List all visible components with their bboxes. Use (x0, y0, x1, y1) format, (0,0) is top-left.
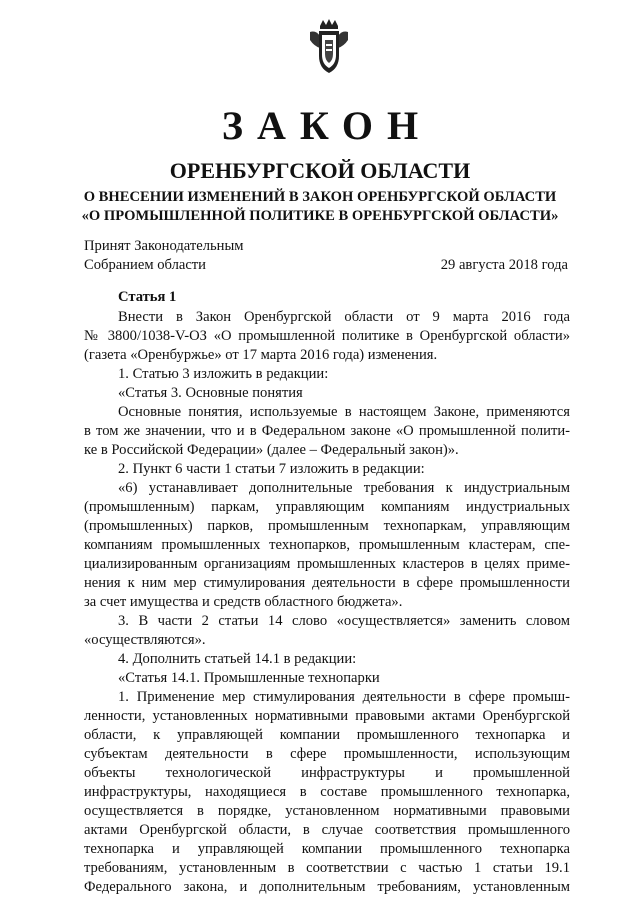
document-body (84, 288, 570, 897)
text-line: требованиям, установленным в соответствии с частью 1 статьи 19.1 (84, 860, 570, 876)
text-line: Основные понятия, используемые в настоящем Законе, применяются (118, 404, 570, 420)
document-title: ЗАКОН (221, 103, 433, 148)
region-title: ОРЕНБУРГСКОЙ ОБЛАСТИ (169, 158, 471, 183)
text-line: 1. Статью 3 изложить в редакции: (118, 366, 329, 382)
text-line: технопарка и управляющей компании промышленного технопарка (84, 841, 570, 857)
adoption-date: 29 августа 2018 года (440, 257, 568, 273)
text-line: осуществляется в порядке, установленном нормативными правовыми (84, 803, 570, 819)
text-line: нения к ним мер стимулирования деятельности в сфере промышленности (84, 575, 570, 591)
text-line: 1. Применение мер стимулирования деятельности в сфере промыш- (118, 689, 570, 705)
text-line: компаниям промышленных технопарков, промышленным кластерам, спе- (84, 537, 570, 553)
text-line: циализированным организациям промышленных кластеров в целях приме- (84, 556, 570, 572)
law-subject (0, 188, 640, 226)
text-line: «Статья 3. Основные понятия (118, 385, 303, 401)
text-line: актами Оренбургской области, в случае соответствия промышленного (84, 822, 570, 838)
text-line: в том же значении, что и в Федеральном законе «О промышленной полити- (84, 423, 570, 439)
text-line: Внести в Закон Оренбургской области от 9 марта 2016 года (118, 309, 570, 325)
text-line: «6) устанавливает дополнительные требования к индустриальным (118, 480, 570, 496)
text-line: инфраструктуры, находящиеся в составе промышленного технопарка, (84, 784, 570, 800)
text-line: субъектам деятельности в сфере промышленности, использующим (84, 746, 570, 762)
adoption-note (84, 237, 243, 275)
text-line: № 3800/1038-V-ОЗ «О промышленной политике в Оренбургской области» (84, 328, 570, 344)
adoption-line: Собранием области (84, 257, 206, 273)
law-subject-line: О ВНЕСЕНИИ ИЗМЕНЕНИЙ В ЗАКОН ОРЕНБУРГСКОЙ ОБЛАСТИ (83, 189, 557, 205)
text-line: Федерального закона, и дополнительным требованиям, установленным (84, 879, 570, 895)
text-line: 2. Пункт 6 части 1 статьи 7 изложить в редакции: (118, 461, 425, 477)
text-line: ленности, установленных нормативными правовыми актами Оренбургской (84, 708, 570, 724)
text-line: объекты технологической инфраструктуры и промышленной (84, 765, 570, 781)
text-line: за счет имущества и средств областного бюджета». (84, 594, 403, 610)
text-line: ке в Российской Федерации» (далее – Федеральный закон)». (84, 442, 459, 458)
text-line: «осуществляются». (84, 632, 206, 648)
text-line: 4. Дополнить статьей 14.1 в редакции: (118, 651, 357, 667)
text-line: «Статья 14.1. Промышленные технопарки (118, 670, 380, 686)
adoption-line: Принят Законодательным (84, 238, 244, 254)
coat-of-arms-icon (306, 18, 352, 76)
text-line: (промышленным) паркам, управляющим компаниям индустриальных (84, 499, 570, 515)
text-line: (газета «Оренбуржье» от 17 марта 2016 года) изменения. (84, 347, 438, 363)
text-line: области, к управляющей компании промышленного технопарка и (84, 727, 570, 743)
law-subject-line: «О ПРОМЫШЛЕННОЙ ПОЛИТИКЕ В ОРЕНБУРГСКОЙ ОБЛАСТИ» (81, 208, 559, 224)
article-heading: Статья 1 (118, 289, 177, 305)
text-line: 3. В части 2 статьи 14 слово «осуществляется» заменить словом (118, 613, 570, 629)
text-line: (промышленных) парков, промышленным технопаркам, управляющим (84, 518, 570, 534)
